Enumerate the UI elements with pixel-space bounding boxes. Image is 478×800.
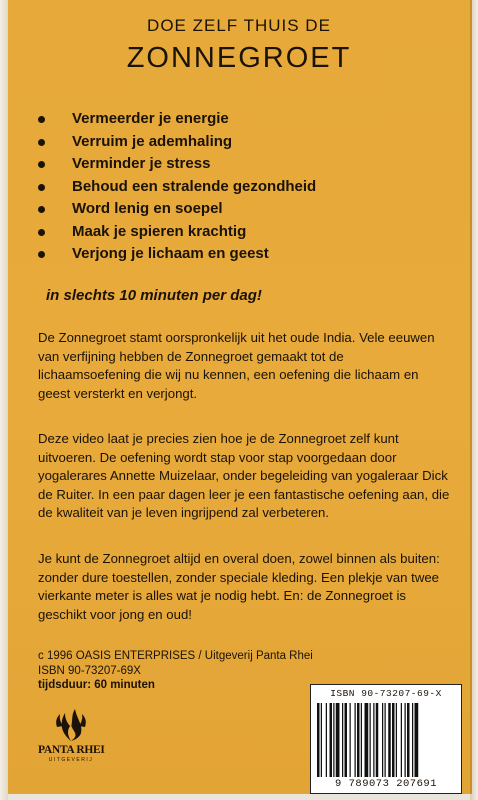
paragraph-video: Deze video laat je precies zien hoe je de Zonnegroet zelf kunt uitvoeren. De oefening wordt stap voor stap voorgedaan door yogalerares Annette Muizelaar, onder begeleiding van yogaleraar Dick de Ruiter. In een paar dagen leer je een fantastische oefening aan, die de kwaliteit van je leven ingrijpend zal verbeteren. [38, 431, 450, 520]
bullet-icon [38, 184, 45, 191]
paragraph-anywhere: Je kunt de Zonnegroet altijd en overal doen, zowel binnen als buiten: zonder dure toestellen, zonder speciale kleding. Een plekje van twee vierkante meter is alles wat je nodig hebt. En: de Zonnegroet is geschikt voor jong en oud! [38, 551, 440, 622]
publisher-logo [38, 707, 104, 777]
benefit-item: Behoud een stralende gezondheid [38, 178, 316, 201]
publisher-name: PANTA RHEI [38, 744, 105, 756]
barcode-icon [317, 703, 455, 777]
bullet-icon [38, 251, 45, 258]
bullet-icon [38, 206, 45, 213]
benefit-item: Vermeerder je energie [38, 110, 316, 133]
copyright-line: c 1996 OASIS ENTERPRISES / Uitgeverij Panta Rhei [38, 650, 313, 662]
bullet-icon [38, 229, 45, 236]
cover-title: ZONNEGROET [126, 42, 352, 74]
benefit-item: Maak je spieren krachtig [38, 223, 316, 246]
benefit-item: Verruim je ademhaling [38, 133, 316, 156]
bullet-icon [38, 116, 45, 123]
paragraph-origin: De Zonnegroet stamt oorspronkelijk uit het oude India. Vele eeuwen van verfijning hebben de Zonnegroet gemaakt tot de lichaamsoefening die wij nu kennen, een oefening die lichaam en geest versterkt en verjongt. [38, 330, 435, 401]
barcode-isbn: ISBN 90-73207-69-X [330, 688, 442, 699]
benefit-item: Verminder je stress [38, 155, 316, 178]
credits [38, 649, 313, 693]
benefits-list [38, 110, 316, 268]
barcode-ean: 9 789073 207691 [334, 778, 437, 790]
page-edge-left [0, 0, 8, 800]
duration-line: tijdsduur: 60 minuten [38, 679, 155, 691]
isbn-line: ISBN 90-73207-69X [38, 664, 141, 677]
benefit-item: Verjong je lichaam en geest [38, 245, 316, 268]
cover-subtitle: DOE ZELF THUIS DE [147, 16, 331, 35]
bullet-icon [38, 139, 45, 146]
benefit-item: Word lenig en soepel [38, 200, 316, 223]
flame-icon [51, 707, 91, 743]
bullet-icon [38, 161, 45, 168]
back-cover [8, 0, 472, 794]
publisher-subtitle: UITGEVERIJ [48, 757, 94, 763]
tagline: in slechts 10 minuten per dag! [46, 287, 262, 304]
barcode-label [310, 684, 462, 794]
